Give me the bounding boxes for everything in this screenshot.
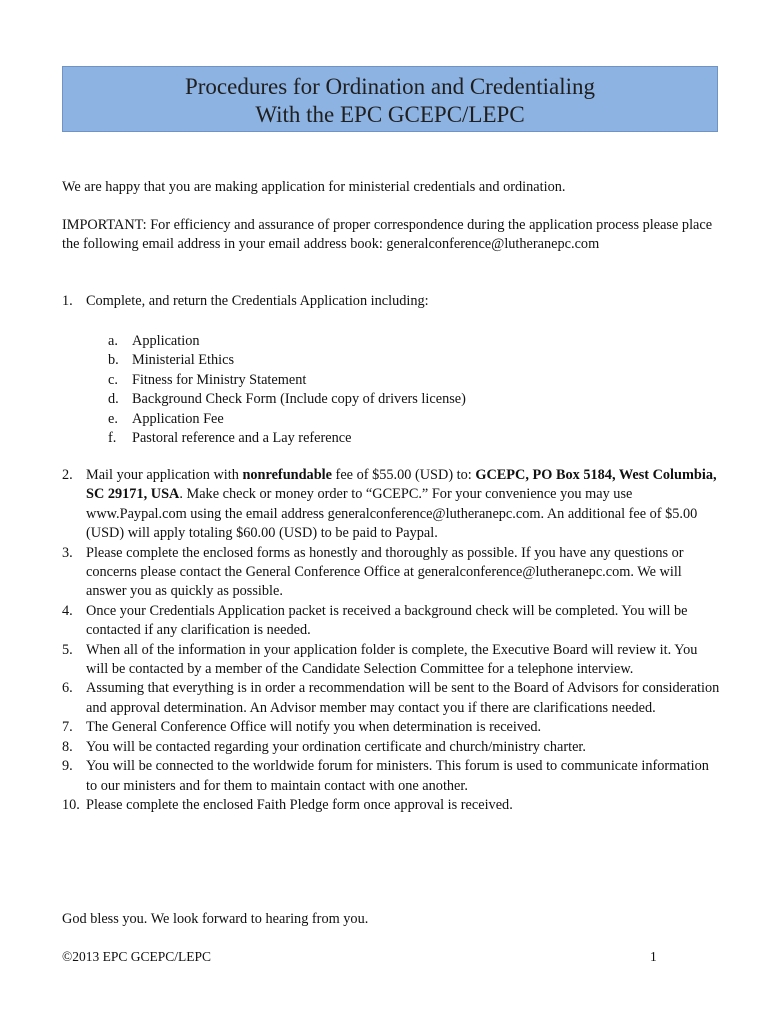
list-item-text: Application Fee (132, 410, 224, 427)
step-5 (62, 641, 722, 680)
step-text: The General Conference Office will notify you when determination is received. (86, 719, 542, 736)
step-number: 3. (62, 544, 73, 561)
step-9 (62, 757, 722, 796)
step-number: 6. (62, 680, 73, 697)
list-item-text: Fitness for Ministry Statement (132, 371, 307, 388)
important-paragraph: IMPORTANT: For efficiency and assurance of proper correspondence during the application process please place the following email address in your email address book: generalconference@lutheranepc.com (62, 217, 713, 253)
list-item (108, 410, 608, 429)
step-text: When all of the information in your application folder is complete, the Executive Board will review it. You will be contacted by a member of the Candidate Selection Committee for a telephone interview. (86, 641, 698, 678)
step-2-text-part: Mail your application with (86, 467, 243, 483)
step-10 (62, 796, 722, 815)
step-2-text-part: fee of $55.00 (USD) to: (331, 467, 476, 483)
list-marker: d. (108, 391, 119, 408)
step-1-text: Complete, and return the Credentials Application including: (86, 293, 429, 309)
list-item (108, 390, 608, 409)
list-item (108, 332, 608, 351)
step-text: Once your Credentials Application packet is received a background check will be completed. You will be contacted if any clarification is needed. (86, 602, 688, 639)
step-text: You will be connected to the worldwide forum for ministers. This forum is used to communicate information to our ministers and for them to maintain contact with one another. (86, 758, 709, 794)
step-8 (62, 738, 722, 757)
step-3 (62, 544, 722, 602)
list-item-text: Pastoral reference and a Lay reference (132, 430, 352, 447)
list-marker: f. (108, 430, 117, 447)
intro-paragraph: We are happy that you are making application for ministerial credentials and ordination. (62, 179, 566, 195)
step-number: 5. (62, 641, 73, 658)
step-6 (62, 679, 722, 718)
step-4 (62, 602, 722, 641)
footer-copyright: ©2013 EPC GCEPC/LEPC (62, 949, 212, 964)
step-2-text-part: . Make check or money order to “GCEPC.” For your convenience you may use www.Paypal.com using the email address generalconference@lutheranepc.com. An additional fee of $5.00 (USD) will apply totaling $60.00 (USD) to be paid to Paypal. (86, 486, 698, 542)
step-text: Please complete the enclosed forms as honestly and thoroughly as possible. If you have any questions or concerns please contact the General Conference Office at generalconference@lutheranepc.com. We will answer you as quickly as possible. (86, 544, 684, 600)
step-text: You will be contacted regarding your ordination certificate and church/ministry charter. (86, 738, 586, 755)
step-number: 8. (62, 738, 73, 755)
nonrefundable-emphasis: nonrefundable (242, 467, 332, 483)
step-number: 7. (62, 719, 73, 736)
step-7 (62, 718, 722, 737)
title-banner (62, 66, 718, 132)
page-number: 1 (650, 949, 657, 964)
list-item-text: Background Check Form (Include copy of drivers license) (132, 391, 466, 408)
application-components-list (108, 332, 608, 448)
list-marker: e. (108, 410, 118, 427)
step-text: Assuming that everything is in order a recommendation will be sent to the Board of Advisors for consideration and approval determination. An Advisor member may contact you if there are clarifications needed. (86, 680, 720, 716)
step-2 (62, 466, 722, 544)
page-title-line-1: Procedures for Ordination and Credentialing (184, 74, 596, 99)
mailing-address: GCEPC, PO Box 5184, West Columbia, SC 29171, USA (86, 467, 717, 503)
step-number: 10. (62, 796, 80, 813)
step-number: 4. (62, 602, 73, 619)
list-item (108, 371, 608, 390)
list-marker: c. (108, 371, 118, 388)
procedure-steps (62, 466, 722, 815)
list-item (108, 429, 608, 448)
page-title-line-2: With the EPC GCEPC/LEPC (255, 102, 525, 127)
step-2-text (86, 466, 722, 544)
step-1-number: 1. (62, 293, 73, 309)
step-2-number: 2. (62, 467, 73, 483)
list-marker: a. (108, 333, 118, 349)
step-number: 9. (62, 758, 73, 775)
closing-line: God bless you. We look forward to hearing from you. (62, 911, 369, 927)
list-marker: b. (108, 352, 119, 369)
step-1 (62, 292, 722, 311)
list-item-text: Ministerial Ethics (132, 352, 235, 369)
step-text: Please complete the enclosed Faith Pledge form once approval is received. (86, 796, 513, 813)
list-item (108, 351, 608, 370)
list-item-text: Application (132, 333, 200, 349)
